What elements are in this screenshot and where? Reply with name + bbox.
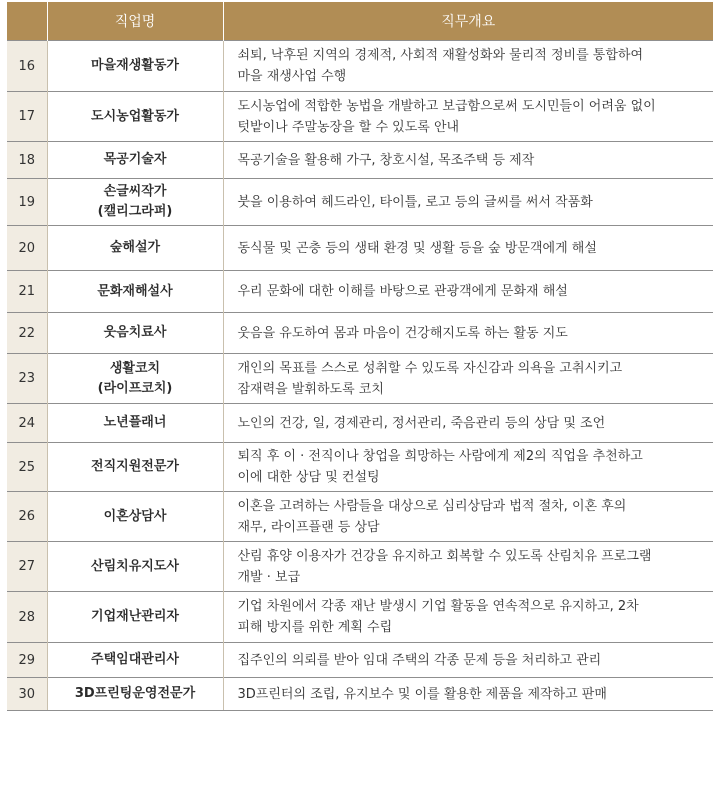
job-name <box>47 443 223 492</box>
job-description-line: 마을 재생사업 수행 <box>237 69 347 84</box>
job-name-line: 문화재해설사 <box>97 283 173 299</box>
row-number: 24 <box>7 404 47 443</box>
job-description <box>223 592 713 643</box>
job-description <box>223 443 713 492</box>
row-number: 18 <box>7 142 47 179</box>
table-row <box>7 41 713 92</box>
table-row <box>7 592 713 643</box>
job-name-line: 3D프린팅운영전문가 <box>74 686 196 701</box>
row-number: 25 <box>7 443 47 492</box>
job-name <box>47 179 223 226</box>
job-description-line: 퇴직 후 이 · 전직이나 창업을 희망하는 사람에게 제2의 직업을 추천하고 <box>237 449 643 464</box>
job-description-line: 웃음을 유도하여 몸과 마음이 건강해지도록 하는 활동 지도 <box>237 325 568 341</box>
row-number: 19 <box>7 179 47 226</box>
job-description <box>223 179 713 226</box>
row-number: 26 <box>7 492 47 542</box>
job-name <box>47 41 223 92</box>
job-description-line: 잠재력을 발휘하도록 코치 <box>237 381 384 397</box>
job-name-line: 생활코치 <box>109 360 161 376</box>
job-name <box>47 92 223 142</box>
job-name <box>47 313 223 354</box>
job-name-line: 산림치유지도사 <box>91 558 179 574</box>
job-description-line: 개인의 목표를 스스로 성취할 수 있도록 자신감과 의욕을 고취시키고 <box>237 360 623 376</box>
job-name-line: (캘리그라퍼) <box>97 204 173 219</box>
job-name-line: 도시농업활동가 <box>91 108 179 124</box>
job-description-line: 개발 · 보급 <box>237 569 301 585</box>
job-description-line: 피해 방지를 위한 계획 수립 <box>237 620 393 635</box>
job-name-line: 웃음치료사 <box>103 325 167 340</box>
job-description <box>223 226 713 271</box>
job-description <box>223 643 713 678</box>
job-name <box>47 271 223 313</box>
job-description <box>223 354 713 404</box>
job-description-line: 붓을 이용하여 헤드라인, 타이틀, 로고 등의 글씨를 써서 작품화 <box>237 194 593 210</box>
header-no <box>7 2 47 41</box>
job-description-line: 도시농업에 적합한 농법을 개발하고 보급함으로써 도시민들이 어려움 없이 <box>237 98 656 114</box>
job-description-line: 노인의 건강, 일, 경제관리, 정서관리, 죽음관리 등의 상담 및 조언 <box>237 415 606 431</box>
row-number: 16 <box>7 41 47 92</box>
job-name <box>47 492 223 542</box>
job-name <box>47 542 223 592</box>
job-description <box>223 404 713 443</box>
table-row <box>7 404 713 443</box>
job-name <box>47 354 223 404</box>
row-number: 27 <box>7 542 47 592</box>
job-name <box>47 678 223 711</box>
table-row <box>7 271 713 313</box>
job-description <box>223 492 713 542</box>
job-description-line: 텃밭이나 주말농장을 할 수 있도록 안내 <box>237 119 460 135</box>
job-name <box>47 592 223 643</box>
job-name-line: 이혼상담사 <box>103 508 167 524</box>
table-row <box>7 678 713 711</box>
job-description-line: 동식물 및 곤충 등의 생태 환경 및 생활 등을 숲 방문객에게 해설 <box>237 240 597 256</box>
job-description-line: 재무, 라이프플랜 등 상담 <box>237 519 380 535</box>
job-description-line: 우리 문화에 대한 이해를 바탕으로 관광객에게 문화재 해설 <box>237 284 568 299</box>
table-row <box>7 226 713 271</box>
row-number: 21 <box>7 271 47 313</box>
job-table <box>7 2 713 711</box>
job-name-line: 숲해설가 <box>109 240 161 255</box>
job-name-line: 마을재생활동가 <box>91 58 179 73</box>
job-name <box>47 142 223 179</box>
job-description-line: 목공기술을 활용해 가구, 창호시설, 목조주택 등 제작 <box>237 152 535 168</box>
row-number: 17 <box>7 92 47 142</box>
table-row <box>7 142 713 179</box>
row-number: 22 <box>7 313 47 354</box>
job-description-line: 이혼을 고려하는 사람들을 대상으로 심리상담과 법적 절차, 이혼 후의 <box>237 498 627 514</box>
row-number: 28 <box>7 592 47 643</box>
job-name-line: 노년플래너 <box>103 415 167 430</box>
table-header-row <box>7 2 713 41</box>
table-row <box>7 443 713 492</box>
job-name-line: 손글씨작가 <box>103 184 167 199</box>
job-description-line: 산림 휴양 이용자가 건강을 유지하고 회복할 수 있도록 산림치유 프로그램 <box>237 548 652 564</box>
row-number: 30 <box>7 678 47 711</box>
job-description <box>223 313 713 354</box>
job-description-line: 3D프린터의 조립, 유지보수 및 이를 활용한 제품을 제작하고 판매 <box>237 686 607 702</box>
table-row <box>7 492 713 542</box>
job-description <box>223 542 713 592</box>
table-row <box>7 92 713 142</box>
job-description-line: 쇠퇴, 낙후된 지역의 경제적, 사회적 재활성화와 물리적 정비를 통합하여 <box>237 48 644 63</box>
job-name-line: 기업재난관리자 <box>91 609 179 624</box>
job-name <box>47 226 223 271</box>
row-number: 20 <box>7 226 47 271</box>
job-description <box>223 142 713 179</box>
table-row <box>7 542 713 592</box>
table-row <box>7 354 713 404</box>
table-row <box>7 643 713 678</box>
job-description <box>223 92 713 142</box>
header-job-description: 직무개요 <box>223 2 713 41</box>
job-name-line: 전직지원전문가 <box>91 459 179 474</box>
job-name <box>47 643 223 678</box>
job-description <box>223 678 713 711</box>
job-description-line: 기업 차원에서 각종 재난 발생시 기업 활동을 연속적으로 유지하고, 2차 <box>237 599 639 614</box>
table-row <box>7 313 713 354</box>
job-name <box>47 404 223 443</box>
job-description-line: 이에 대한 상담 및 컨설팅 <box>237 470 380 485</box>
job-description <box>223 271 713 313</box>
job-name-line: 주택임대관리사 <box>91 652 179 667</box>
job-name-line: (라이프코치) <box>97 380 173 396</box>
table-row <box>7 179 713 226</box>
job-description-line: 집주인의 의뢰를 받아 임대 주택의 각종 문제 등을 처리하고 관리 <box>237 652 602 668</box>
job-description <box>223 41 713 92</box>
header-job-name: 직업명 <box>47 2 223 41</box>
job-name-line: 목공기술자 <box>103 152 167 167</box>
row-number: 23 <box>7 354 47 404</box>
row-number: 29 <box>7 643 47 678</box>
